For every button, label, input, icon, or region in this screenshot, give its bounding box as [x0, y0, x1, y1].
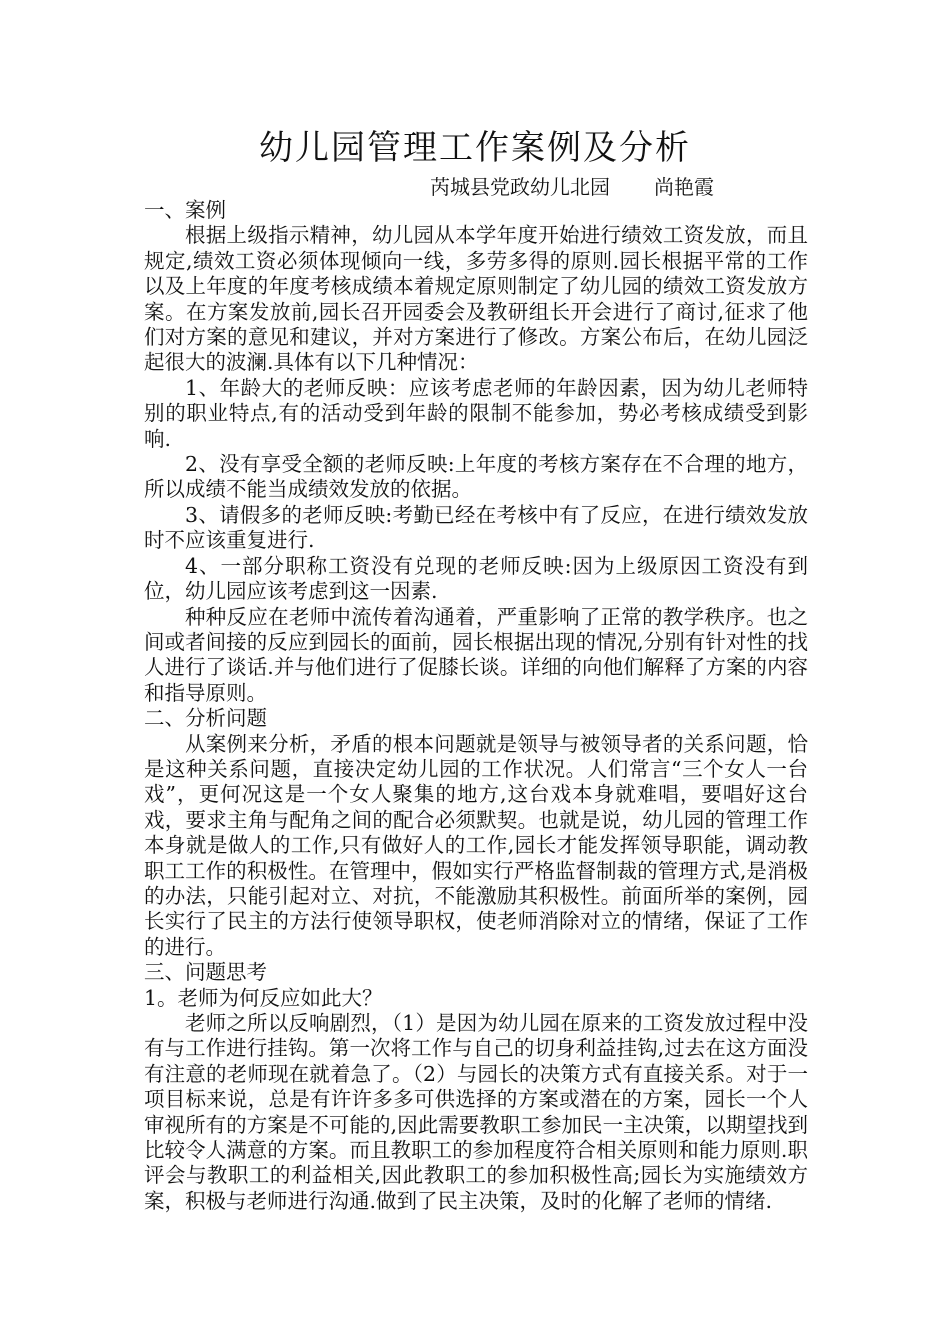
paragraph: 2、没有享受全额的老师反映:上年度的考核方案存在不合理的地方，所以成绩不能当成绩效发放的依据。	[144, 452, 808, 502]
section-heading: 1。老师为何反应如此大？	[144, 985, 383, 1010]
paragraph: 3、请假多的老师反映:考勤已经在考核中有了反应，在进行绩效发放时不应该重复进行.	[144, 502, 808, 553]
paragraph: 老师之所以反响剧烈，（1）是因为幼儿园在原来的工资发放过程中没有与工作进行挂钩。第一次将工作与自己的切身利益挂钩,过去在这方面没有注意的老师现在就着急了。（2）与园长的决策方式有直接关系。对于一项目标来说，总是有许许多多可供选择的方案或潜在的方案，园长一个人审视所有的方案是不可能的,因此需要教职工参加民一主决策，以期望找到比较令人满意的方案。而且教职工的参加程度符合相关原则和能力原则.职评会与教职工的利益相关,因此教职工的参加积极性高;园长为实施绩效方案，积极与老师进行沟通.做到了民主决策，及时的化解了老师的情绪.	[144, 1011, 808, 1213]
document-body	[144, 198, 808, 1214]
section-heading: 一、案例	[144, 198, 226, 222]
paragraph: 种种反应在老师中流传着沟通着，严重影响了正常的教学秩序。也之间或者间接的反应到园长的面前，园长根据出现的情况,分别有针对性的找人进行了谈话.并与他们进行了促膝长谈。详细的向他们解释了方案的内容和指导原则。	[144, 604, 808, 705]
document-title: 幼儿园管理工作案例及分析	[259, 128, 691, 168]
section-heading: 三、问题思考	[144, 960, 267, 985]
author-school: 芮城县党政幼儿北园	[430, 175, 610, 199]
section-heading: 二、分析问题	[144, 706, 267, 731]
paragraph: 1、年龄大的老师反映：应该考虑老师的年龄因素，因为幼儿老师特别的职业特点,有的活动受到年龄的限制不能参加，势必考核成绩受到影响.	[144, 375, 808, 451]
paragraph: 4、一部分职称工资没有兑现的老师反映:因为上级原因工资没有到位，幼儿园应该考虑到这一因素.	[144, 553, 808, 604]
author-name: 尚艳霞	[654, 175, 714, 199]
paragraph: 根据上级指示精神，幼儿园从本学年度开始进行绩效工资发放，而且规定,绩效工资必须体现倾向一线，多劳多得的原则.园长根据平常的工作以及上年度的年度考核成绩本着规定原则制定了幼儿园的绩效工资发放方案。在方案发放前,园长召开园委会及教研组长开会进行了商讨,征求了他们对方案的意见和建议，并对方案进行了修改。方案公布后，在幼儿园泛起很大的波澜.具体有以下几种情况：	[144, 223, 808, 375]
paragraph: 从案例来分析，矛盾的根本问题就是领导与被领导者的关系问题，恰是这种关系问题，直接决定幼儿园的工作状况。人们常言“三个女人一台戏”，更何况这是一个女人聚集的地方,这台戏本身就难唱，要唱好这台戏，要求主角与配角之间的配合必须默契。也就是说，幼儿园的管理工作本身就是做人的工作,只有做好人的工作,园长才能发挥领导职能，调动教职工工作的积极性。在管理中，假如实行严格监督制裁的管理方式,是消极的办法，只能引起对立、对抗，不能激励其积极性。前面所举的案例，园长实行了民主的方法行使领导职权，使老师消除对立的情绪，保证了工作的进行。	[144, 731, 808, 959]
author-line	[430, 174, 714, 200]
